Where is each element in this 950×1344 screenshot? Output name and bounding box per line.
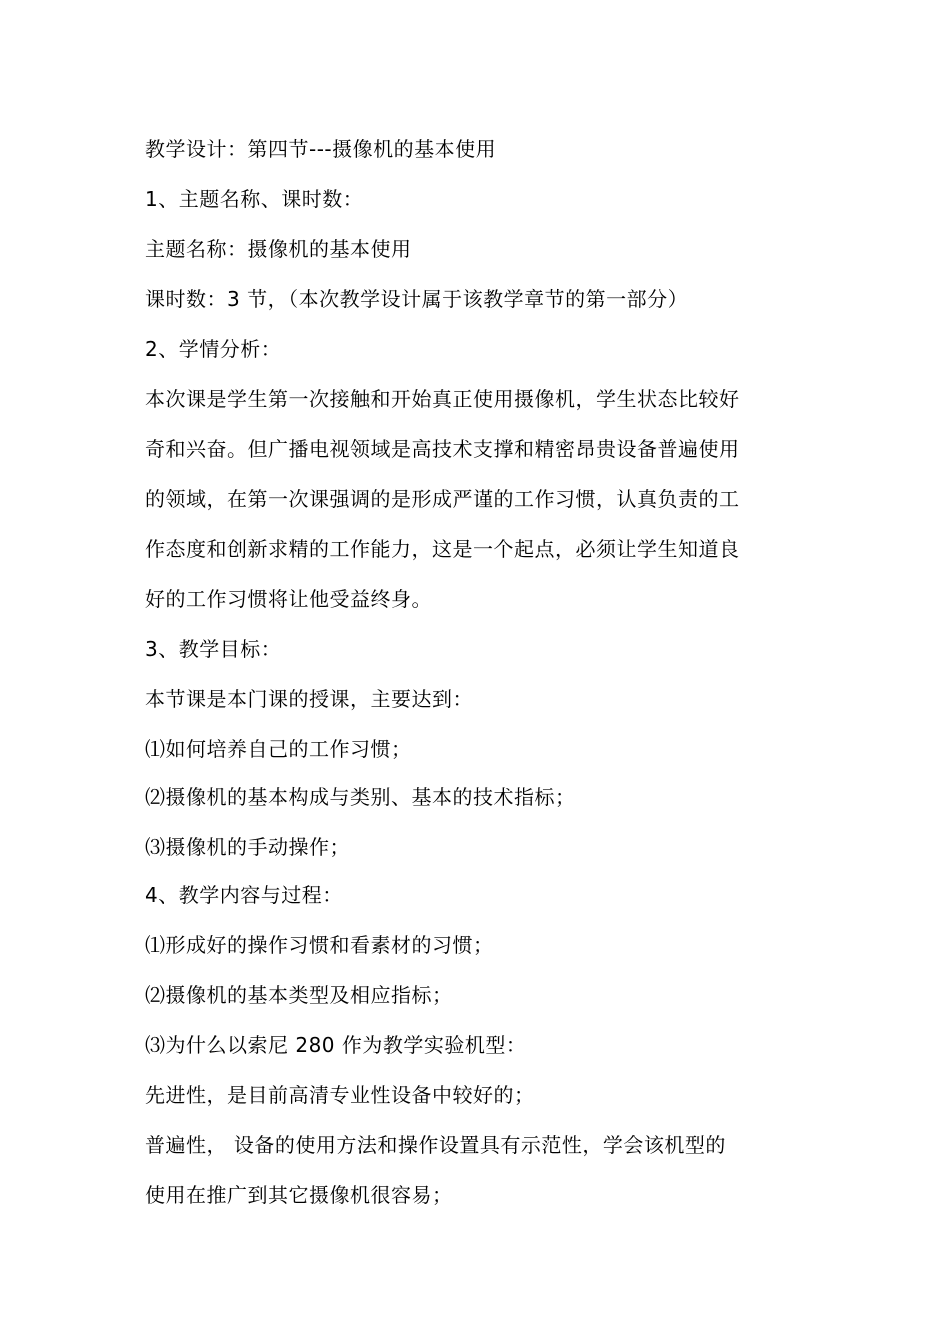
paragraph-line: 奇和兴奋。但广播电视领域是高技术支撑和精密昂贵设备普遍使用 <box>145 437 740 461</box>
objectives-intro: 本节课是本门课的授课，主要达到： <box>145 687 473 711</box>
objective-item: ⑶摄像机的手动操作； <box>145 835 350 859</box>
content-detail-line: 先进性，是目前高清专业性设备中较好的； <box>145 1083 535 1107</box>
content-item: ⑵摄像机的基本类型及相应指标； <box>145 983 453 1007</box>
section-heading-content: 4、教学内容与过程： <box>145 883 343 907</box>
class-hours-line: 课时数：3 节，（本次教学设计属于该教学章节的第一部分） <box>145 287 689 311</box>
paragraph-line: 作态度和创新求精的工作能力，这是一个起点，必须让学生知道良 <box>145 537 740 561</box>
content-item: ⑶为什么以索尼 280 作为教学实验机型： <box>145 1033 527 1057</box>
paragraph-line: 好的工作习惯将让他受益终身。 <box>145 587 432 611</box>
objective-item: ⑵摄像机的基本构成与类别、基本的技术指标； <box>145 785 576 809</box>
section-heading-objectives: 3、教学目标： <box>145 637 282 661</box>
paragraph-line: 本次课是学生第一次接触和开始真正使用摄像机，学生状态比较好 <box>145 387 740 411</box>
topic-name-line: 主题名称：摄像机的基本使用 <box>145 237 412 261</box>
section-heading-topic: 1、主题名称、课时数： <box>145 187 364 211</box>
document-title: 教学设计：第四节---摄像机的基本使用 <box>145 137 497 161</box>
paragraph-line: 的领域，在第一次课强调的是形成严谨的工作习惯，认真负责的工 <box>145 487 740 511</box>
section-heading-learner-analysis: 2、学情分析： <box>145 337 282 361</box>
content-detail-line: 普遍性， 设备的使用方法和操作设置具有示范性，学会该机型的 <box>145 1133 726 1157</box>
objective-item: ⑴如何培养自己的工作习惯； <box>145 737 412 761</box>
content-item: ⑴形成好的操作习惯和看素材的习惯； <box>145 933 494 957</box>
content-detail-line: 使用在推广到其它摄像机很容易； <box>145 1183 453 1207</box>
